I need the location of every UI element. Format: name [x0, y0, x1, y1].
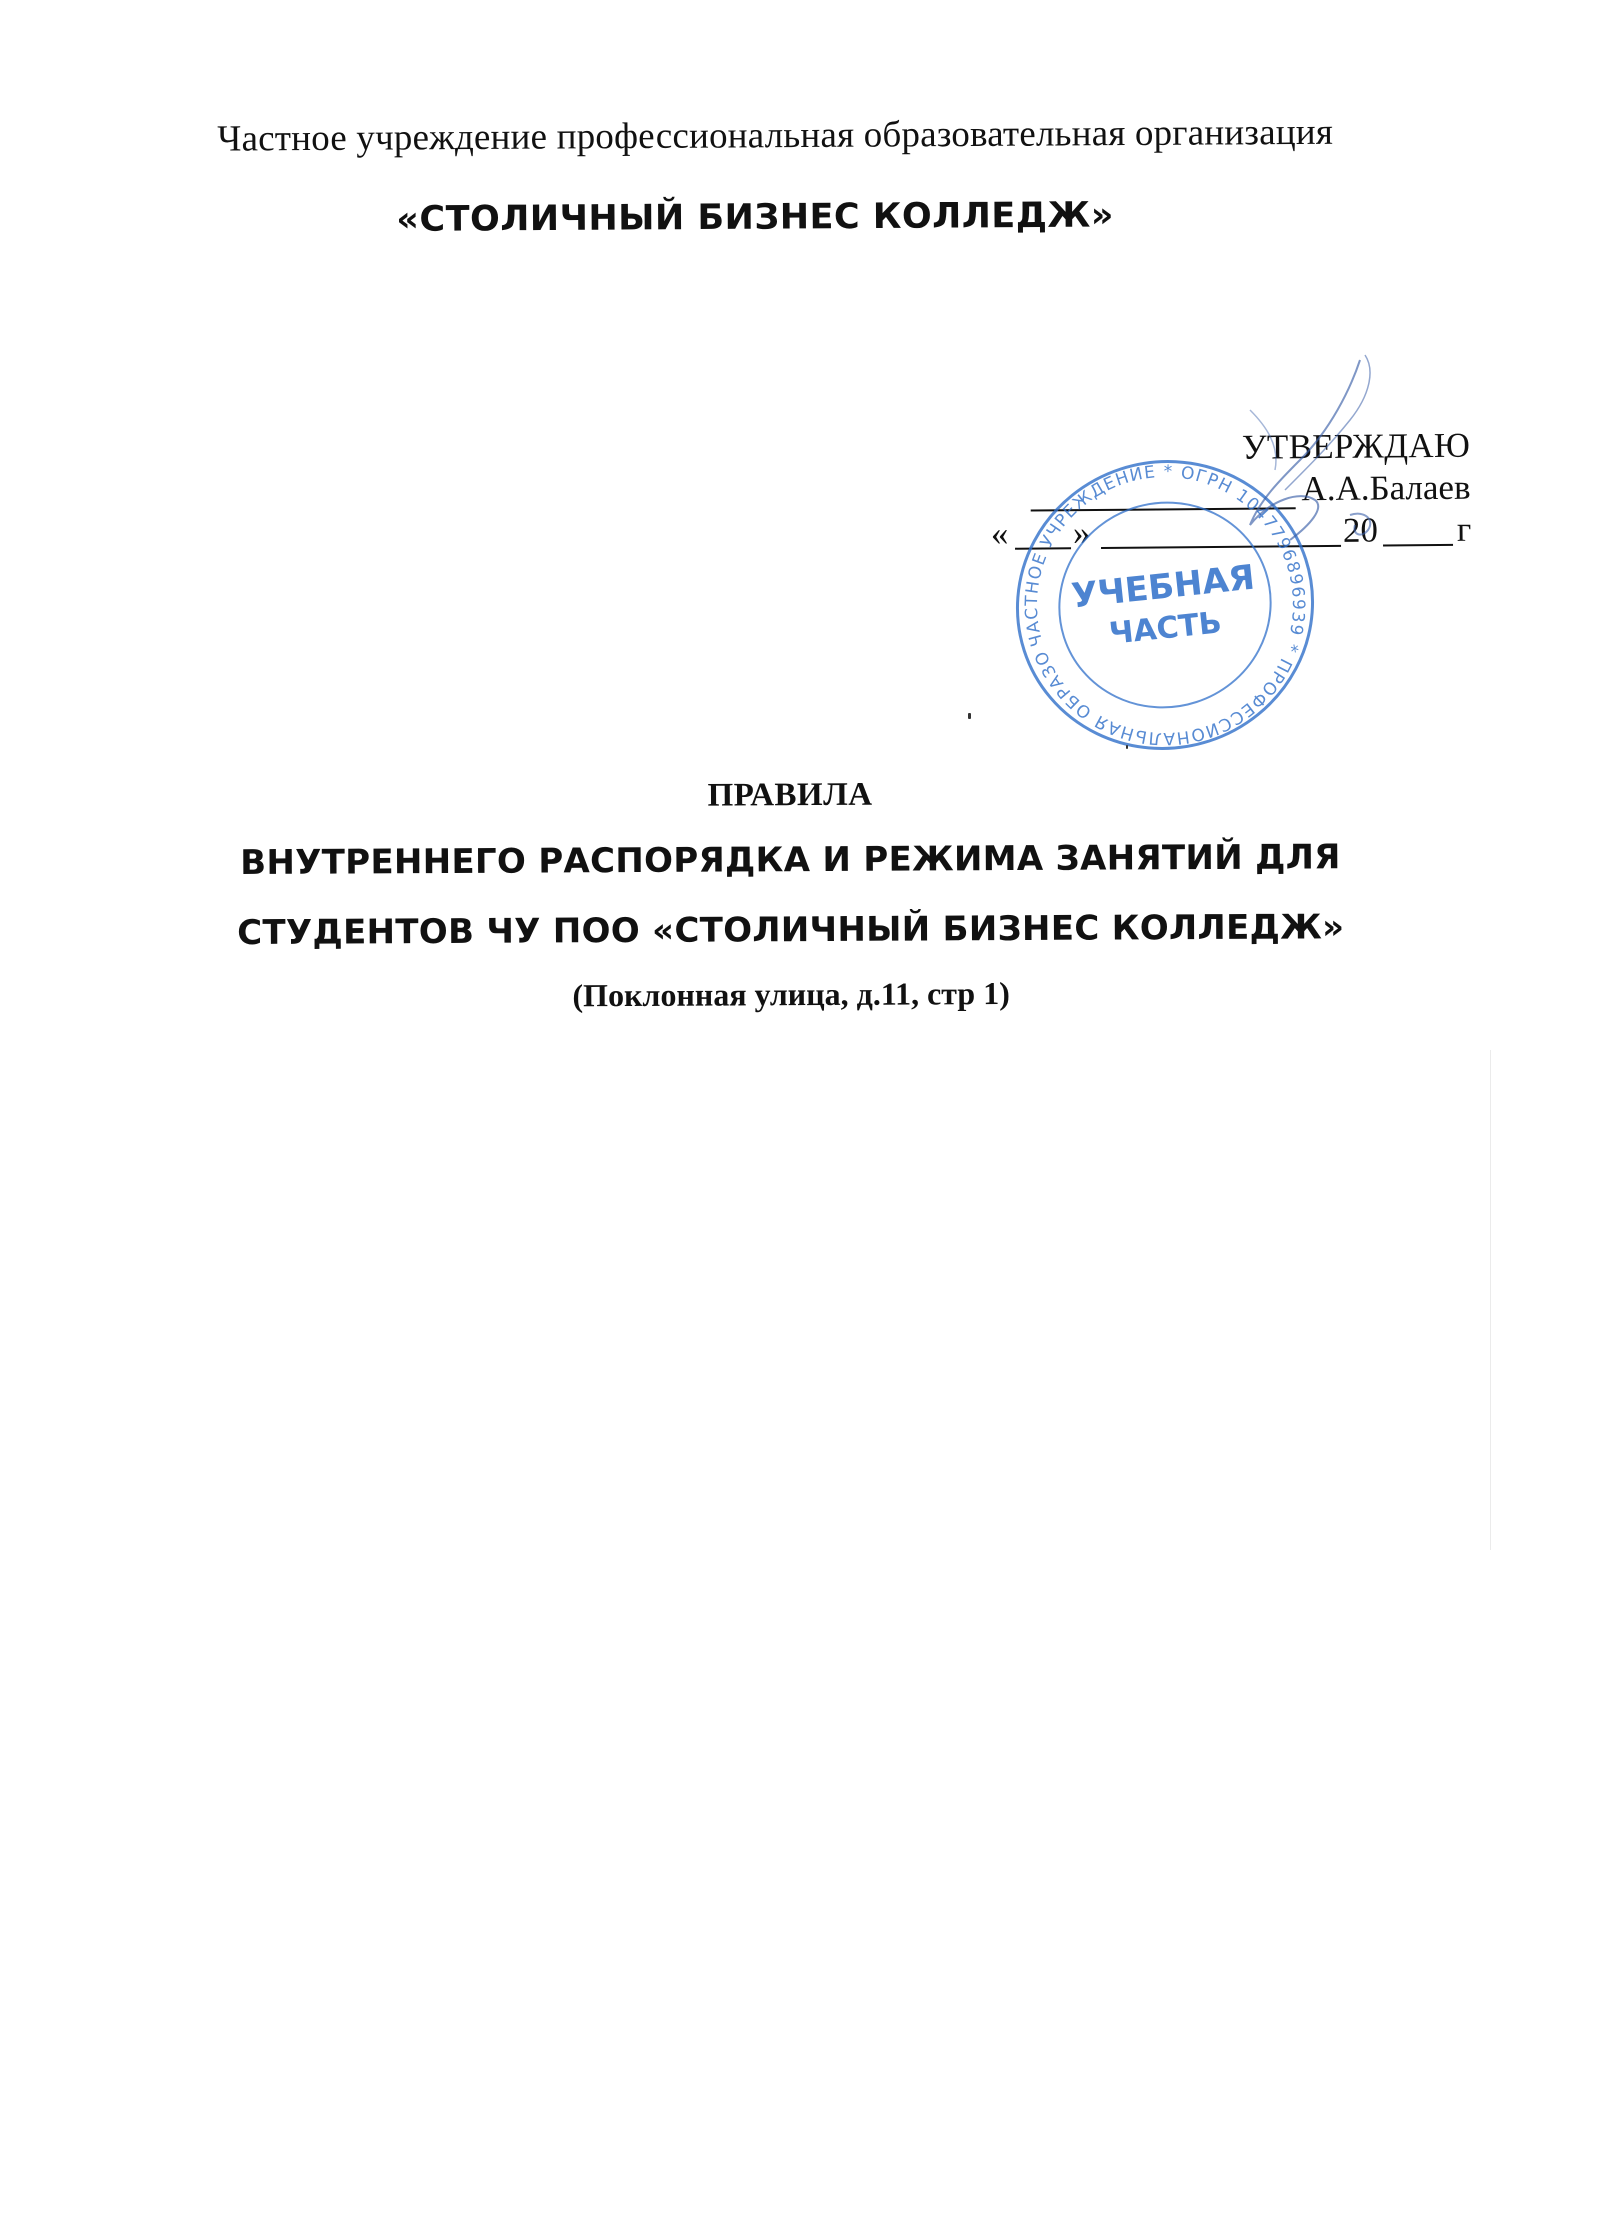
scan-speck [968, 713, 971, 719]
document-address: (Поклонная улица, д.11, стр 1) [572, 975, 1010, 1014]
document-subtitle-line2: СТУДЕНТОВ ЧУ ПОО «СТОЛИЧНЫЙ БИЗНЕС КОЛЛЕДЖ» [237, 907, 1345, 954]
college-name: «СТОЛИЧНЫЙ БИЗНЕС КОЛЛЕДЖ» [396, 195, 1114, 240]
approver-name: А.А.Балаев [1301, 467, 1471, 509]
handwritten-signature [1190, 350, 1410, 590]
document-title: ПРАВИЛА [707, 776, 873, 814]
document-title-block [237, 774, 1471, 1016]
stamp-center-line1: УЧЕБНАЯ [1069, 557, 1257, 617]
approval-title: УТВЕРЖДАЮ [1241, 425, 1471, 467]
year-suffix: г [1456, 509, 1472, 549]
organization-type: Частное учреждение профессиональная образовательная организация [217, 111, 1334, 160]
scan-edge-artifact [1490, 1050, 1491, 1550]
stamp-outer-text: ЧАСТНОЕ УЧРЕЖДЕНИЕ * ОГРН 1047796896939 * ПРОФЕССИОНАЛЬНАЯ ОБРАЗОВАТЕЛЬНАЯ ОРГАНИЗАЦИЯ СТОЛИЧНЫЙ БИЗНЕС КОЛЛЕДЖ * МОСКВА [950, 461, 1309, 749]
signature-graphic [1190, 350, 1410, 590]
date-open-quote: « [990, 513, 1009, 553]
document-subtitle-line1: ВНУТРЕННЕГО РАСПОРЯДКА И РЕЖИМА ЗАНЯТИЙ ДЛЯ [240, 837, 1341, 884]
date-close-quote: » [1072, 513, 1091, 553]
scan-speck [1126, 745, 1128, 749]
year-prefix: 20 [1342, 510, 1379, 550]
stamp-center-line2: ЧАСТЬ [1107, 605, 1224, 652]
